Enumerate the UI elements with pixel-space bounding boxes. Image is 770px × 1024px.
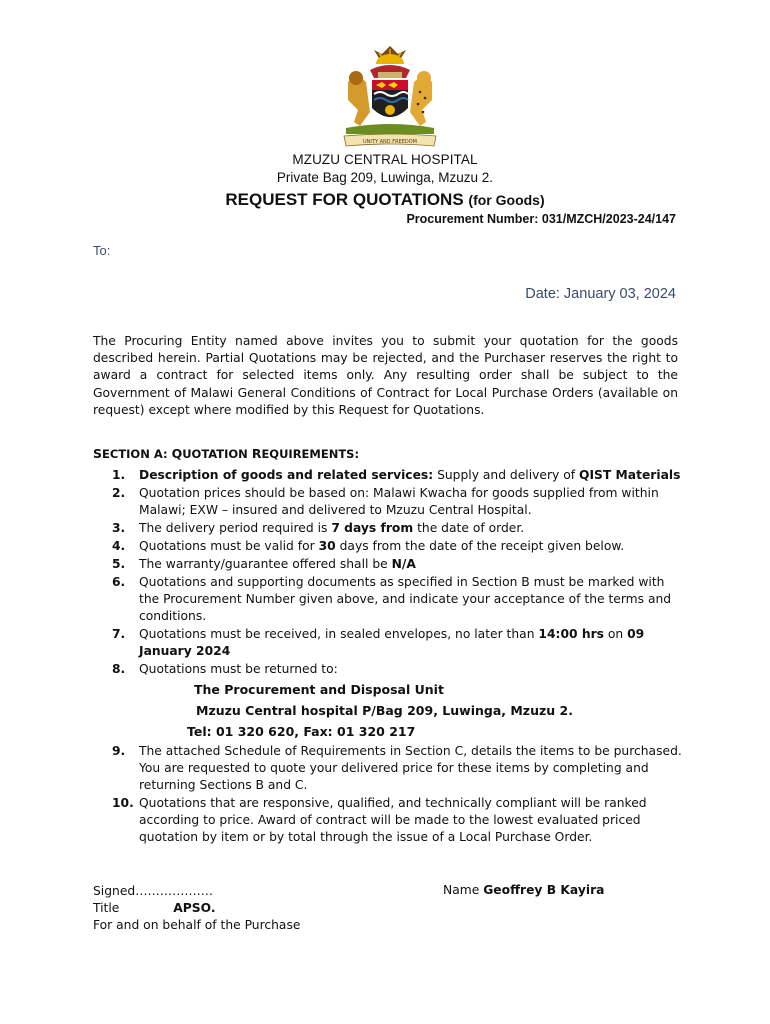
section-a-heading: SECTION A: QUOTATION REQUIREMENTS: (93, 446, 360, 461)
list-item: 1. Description of goods and related services: Supply and delivery of QIST Materials (112, 468, 681, 482)
name-line (443, 883, 604, 897)
list-item: 3. The delivery period required is 7 days from the date of order. (112, 521, 525, 535)
list-item: 2. Quotation prices should be based on: Malawi Kwacha for goods supplied from within Malawi; EXW – insured and delivered to Mzuzu Central Hospital. (112, 486, 659, 517)
return-unit: The Procurement and Disposal Unit (194, 682, 444, 697)
on-behalf-line: For and on behalf of the Purchase (93, 918, 301, 932)
title-label: Title (93, 901, 120, 915)
title-main: REQUEST FOR QUOTATIONS (225, 190, 464, 209)
return-address: Mzuzu Central hospital P/Bag 209, Luwinga, Mzuzu 2. (196, 703, 573, 718)
signature-block (93, 883, 300, 934)
list-item: 6. Quotations and supporting documents as specified in Section B must be marked with the Procurement Number given above, and indicate your acceptance of the terms and conditions. (112, 575, 672, 623)
hospital-name: MZUZU CENTRAL HOSPITAL (292, 152, 478, 167)
title-suffix: (for Goods) (468, 192, 545, 208)
hospital-address: Private Bag 209, Luwinga, Mzuzu 2. (276, 170, 494, 185)
return-contact: Tel: 01 320 620, Fax: 01 320 217 (187, 724, 416, 739)
date: Date: January 03, 2024 (525, 286, 676, 302)
title-line (93, 900, 300, 917)
document-title (0, 190, 770, 210)
emblem-motto: UNITY AND FREEDOM (363, 139, 417, 145)
requirements-list (112, 467, 682, 847)
signed-line: Signed………………. (93, 884, 213, 898)
title-value: APSO. (173, 901, 216, 915)
intro-paragraph: The Procuring Entity named above invites you to submit your quotation for the goods described herein. Partial Quotations may be rejected, and the Purchaser reserves the right to award a contract for selected items only. Any resulting order shall be subject to the Government of Malawi General Conditions of Contract for Local Purchase Orders (available on request) except where modified by this Request for Quotations. (93, 334, 678, 417)
to-label: To: (93, 243, 111, 258)
name-value: Geoffrey B Kayira (483, 883, 605, 897)
list-item: 7. Quotations must be received, in sealed envelopes, no later than 14:00 hrs on 09 January 2024 (112, 627, 645, 658)
list-item: 5. The warranty/guarantee offered shall be N/A (112, 557, 416, 571)
list-item: 9. The attached Schedule of Requirements in Section C, details the items to be purchased. You are requested to quote your delivered price for these items by completing and returning Sections B and C. (112, 744, 682, 792)
list-item: 10. Quotations that are responsive, qualified, and technically compliant will be ranked according to price. Award of contract will be made to the lowest evaluated priced quotation by item or by total through the issue of a Local Purchase Order. (112, 796, 647, 844)
list-item: 4. Quotations must be valid for 30 days from the date of the receipt given below. (112, 539, 625, 553)
coat-of-arms-emblem (330, 42, 450, 152)
name-label: Name (443, 883, 484, 897)
procurement-number: Procurement Number: 031/MZCH/2023-24/147 (406, 212, 676, 226)
list-item: 8. Quotations must be returned to: The Procurement and Disposal Unit Mzuzu Central hospital P/Bag 209, Luwinga, Mzuzu 2. Tel: 01 320 620, Fax: 01 320 217 (112, 661, 682, 740)
